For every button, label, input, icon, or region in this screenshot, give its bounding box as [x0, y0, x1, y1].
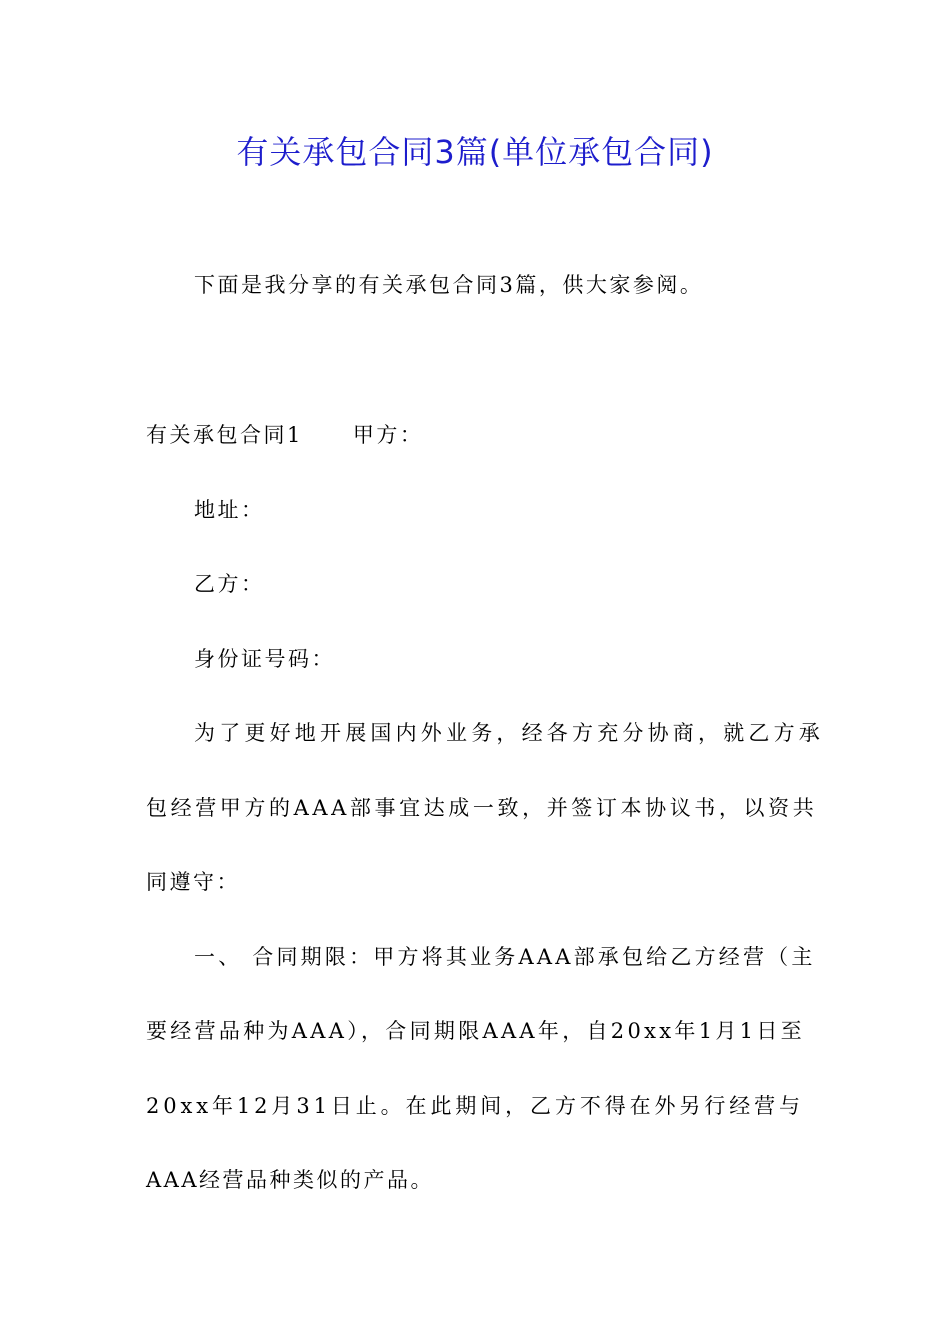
section-heading-row — [146, 420, 423, 450]
address-label: 地址： — [194, 498, 265, 522]
party-b-label: 乙方： — [194, 572, 265, 596]
intro-paragraph: 下面是我分享的有关承包合同3篇，供大家参阅。 — [194, 273, 704, 297]
clause-1-line-1: 一、 合同期限：甲方将其业务AAA部承包给乙方经营（主 — [194, 945, 816, 969]
clause-1-line-2: 要经营品种为AAA），合同期限AAA年，自20xx年1月1日至 — [146, 1019, 805, 1043]
paragraph-1-line-2: 包经营甲方的AAA部事宜达成一致，并签订本协议书，以资共 — [146, 796, 818, 820]
id-number-label: 身份证号码： — [194, 647, 335, 671]
party-a-label: 甲方： — [352, 423, 424, 447]
paragraph-1-line-3: 同遵守： — [146, 870, 240, 894]
paragraph-1-line-1: 为了更好地开展国内外业务，经各方充分协商，就乙方承 — [194, 721, 824, 745]
document-title: 有关承包合同3篇(单位承包合同) — [236, 133, 714, 171]
clause-1-line-4: AAA经营品种类似的产品。 — [146, 1168, 434, 1192]
clause-1-line-3: 20xx年12月31日止。在此期间，乙方不得在外另行经营与 — [146, 1094, 804, 1118]
section-heading: 有关承包合同1 — [146, 423, 303, 447]
